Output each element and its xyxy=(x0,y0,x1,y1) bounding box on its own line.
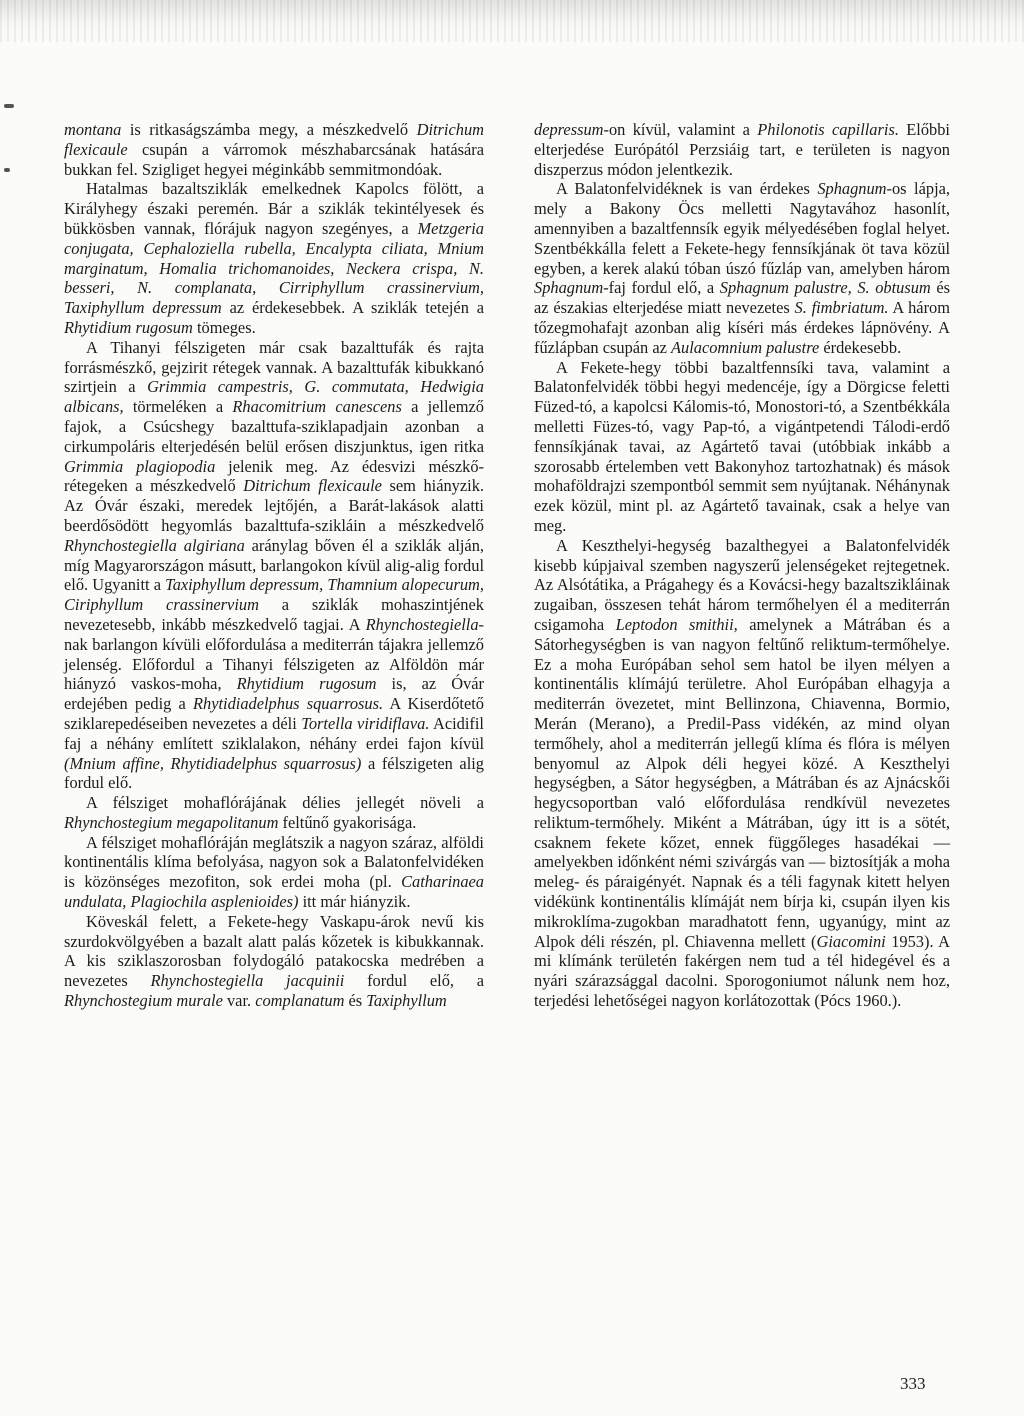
italic-text: Rhynchostegium murale xyxy=(64,991,223,1011)
text-run: jelenik meg. Az édesvizi mészkő-rétegeken a mészkedvelő xyxy=(64,456,485,496)
scan-top-edge xyxy=(0,0,1024,42)
text-run: -faj fordul elő, a xyxy=(603,278,720,298)
text-run: sem hiányzik. Az Óvár északi, meredek lejtőjén, a Barát-lakások alatti beerdősödött hegyomlás bazalttufa-szikláin a mészkedvelő xyxy=(64,476,484,535)
text-run: itt már hiányzik. xyxy=(298,892,411,912)
italic-text: Grimmia plagiopodia xyxy=(64,456,216,476)
italic-text: Rhacomitrium canescens xyxy=(232,397,402,417)
text-run: Hatalmas bazaltsziklák emelkednek Kapolcs fölött, a Királyhegy északi peremén. Bár a sziklák tekintélyesek és bükkösben vannak, flórájuk nagyon szegényes, a xyxy=(64,179,484,238)
text-run: Acidifil faj a néhány említett sziklalakon, néhány erdei fajon kívül xyxy=(64,713,484,753)
italic-text: S. fimbriatum. xyxy=(794,298,889,318)
paragraph xyxy=(64,338,484,793)
page-number: 333 xyxy=(900,1374,926,1393)
text-run: tömeges. xyxy=(192,317,256,337)
text-run: érdekesebb. xyxy=(819,337,902,357)
text-run: és az északias elterjedése miatt nevezetes xyxy=(534,278,950,318)
text-run: -os lápja, mely a Bakony Öcs melletti Nagytavához hasonlít, amennyiben a bazaltfennsík egyik mélyedésében foglal helyet. Szentbékkálla felett a Fekete-hegy fennsíkjának öt tava közül egyben, a kerek alakú tóban úszó fűzláp van, amelyben három xyxy=(534,179,950,278)
italic-text: depressum xyxy=(534,120,604,139)
italic-text: Tortella viridiflava. xyxy=(301,713,430,733)
italic-text: Rhytidium rugosum xyxy=(236,674,377,694)
italic-text: Taxiphyllum depressum, Thamnium alopecurum, Ciriphyllum crassinervium xyxy=(64,575,484,615)
italic-text: Sphagnum xyxy=(817,179,887,199)
scan-edge-mark xyxy=(4,104,14,108)
text-run: és xyxy=(344,991,367,1011)
italic-text: complanatum xyxy=(255,991,345,1011)
text-run: Előbbi elterjedése Európától Perzsiáig tart, e területen is nagyon diszperzus módon jelentkezik. xyxy=(534,120,950,179)
paragraph xyxy=(534,120,950,179)
text-run: A félsziget mohaflórájának délies jellegét növeli a xyxy=(86,793,484,813)
left-column xyxy=(64,120,484,1011)
italic-text: Leptodon smithii, xyxy=(615,614,738,634)
paragraph xyxy=(64,793,484,833)
italic-text: Taxiphyllum xyxy=(366,991,447,1011)
italic-text: Ditrichum flexicaule xyxy=(64,120,484,159)
text-run: A Kiserdőtető sziklarepedéseiben nevezetes a déli xyxy=(64,694,484,733)
text-run: A Keszthelyi-hegység bazalthegyei a Balatonfelvidék kisebb kúpjaival szemben nagyszerű jelenségeket rejtegetnek. Az Alsótátika, a Prágahegy és a Kovácsi-hegy bazaltszikláinak zugaiban, összesen tehát három termőhelyen él a mediterrán csigamoha xyxy=(534,535,950,634)
italic-text: montana xyxy=(64,120,122,139)
italic-text: Sphagnum palustre, S. obtusum xyxy=(719,278,931,298)
text-run: -on kívül, valamint a xyxy=(603,120,758,139)
text-run: amelynek a Mátrában és a Sátorhegységben is van nagyon feltűnő reliktum-termőhelye. Ez a moha Európában sehol sem hatol be ilyen mélyen a kontinentális klímájú területre. Ahol Európában elhagyja a mediterrán övezetet, mint Bellinzona, Chiavenna, Bormio, Merán (Merano), a Predil-Pass vidékén, az mind olyan termőhely, ahol a mediterrán jellegű klíma és flóra is mélyen benyomul az Alpok déli hegyei közé. A Keszthelyi hegységben, a Sátor hegységben, a Mátrában és az Ajnácskői hegycsoportban való előfordulása rendkívül nevezetes reliktum-termőhely. Miként a Mátrában, úgy itt is a sötét, csaknem fekete kőzet, ennek függőleges hasadékai — amelyekben időnként némi szivárgás van — biztosítják a moha meleg- és páraigényét. Napnak és a téli fagynak kitett helyen vidékünk kontinentális klímáját nem bírja ki, csupán ilyen kis mikroklíma-zugokban maradhatott fenn, ugyanúgy, mint az Alpok déli részén, pl. Chiavenna mellett ( xyxy=(534,614,950,951)
italic-text: Ditrichum flexicaule xyxy=(243,476,382,496)
text-run: A három tőzegmohafajt azonban alig kíséri más érdekes lápnövény. A fűzlápban csupán az xyxy=(534,298,950,357)
italic-text: Metzgeria conjugata, Cephaloziella rubella, Encalypta ciliata, Mnium marginatum, Homalia trichomanoides, Neckera crispa, N. besseri, N. complanata, Cirriphyllum crassinervium, Taxiphyllum depressum xyxy=(64,218,484,318)
paragraph xyxy=(64,833,484,912)
text-run: csupán a várromok mészhabarcsának hatására bukkan fel. Szigliget hegyei méginkább semmitmondóak. xyxy=(64,139,484,179)
italic-text: Grimmia campestris, G. commutata, Hedwigia albicans, xyxy=(64,377,484,417)
text-run: a sziklák mohaszintjének nevezetesebb, inkább mészkedvelő tagjai. A xyxy=(64,595,484,634)
text-run: aránylag bőven él a sziklák alján, míg Magyarországon másutt, barlangokon kívül alig-alig fordul elő. Ugyanitt a xyxy=(64,535,485,595)
text-run: Köveskál felett, a Fekete-hegy Vaskapu-árok nevű kis szurdokvölgyében a bazalt alatt palás kőzetek is kibukkannak. A kis sziklaszorosban folydogáló patakocska medrében a nevezetes xyxy=(64,911,484,991)
text-run: A Fekete-hegy többi bazaltfennsíki tava, valamint a Balatonfelvidék többi hegyi medencéje, így a Dörgicse feletti Füzed-tó, a kapolcsi Kálomis-tó, Monostori-tó, a Szentbékkála melletti Füzes-tó, vagy Pap-tó, a vigántpetendi Tálodi-erdő fennsíkjának tavai, az Agártető tavai (utóbbiak inkább a szorosabb értelemben vett Bakonyhoz tartozhatnak) és mások mohaföldrajzi szempontból semmit sem nyújtanak. Néhánynak ezek közül, mint pl. az Agártető tavainak, csak a helye van meg. xyxy=(534,357,950,535)
paragraph xyxy=(64,120,484,179)
paragraph xyxy=(534,179,950,357)
scan-edge-mark xyxy=(4,168,10,172)
italic-text: Catharinaea undulata, Plagiochila asplenioides) xyxy=(64,872,484,912)
paragraph xyxy=(534,358,950,536)
text-run: a jellemző fajok, a Csúcshegy bazalttufa-sziklapadjain azonban a cirkumpoláris elterjedésén belül erősen diszjunktus, igen ritka xyxy=(64,397,485,456)
text-run: is ritkaságszámba megy, a mészkedvelő xyxy=(121,120,417,139)
text-run: feltűnő gyakorisága. xyxy=(278,812,417,832)
italic-text: Rhytidium rugosum xyxy=(64,317,193,337)
text-run: törmeléken a xyxy=(123,397,233,417)
italic-text: (Mnium affine, Rhytidiadelphus squarrosus) xyxy=(64,753,362,773)
text-run: a félszigeten alig fordul elő. xyxy=(64,753,484,793)
text-run: A Balatonfelvidéknek is van érdekes xyxy=(556,179,818,199)
text-run: az érdekesebbek. A sziklák tetején a xyxy=(221,298,484,318)
italic-text: Rhynchostegiella algiriana xyxy=(64,535,245,555)
text-run: is, az Óvár erdejében pedig a xyxy=(64,674,485,714)
paragraph xyxy=(64,179,484,337)
paragraph xyxy=(64,912,484,1011)
italic-text: Aulacomnium palustre xyxy=(670,337,820,357)
italic-text: Philonotis capillaris. xyxy=(757,120,899,139)
text-run: A Tihanyi félszigeten már csak bazalttufák és rajta forrásmészkő, gejzirit rétegek vannak. A bazalttufák kibukkanó szirtjein a xyxy=(64,337,484,397)
italic-text: Rhynchostegiella xyxy=(365,614,479,634)
italic-text: Giacomini xyxy=(816,931,886,951)
italic-text: Sphagnum xyxy=(534,278,604,298)
text-run: var. xyxy=(222,991,256,1011)
paragraph xyxy=(534,536,950,1011)
italic-text: Rhynchostegiella jacquinii xyxy=(150,971,345,991)
text-run: A félsziget mohaflóráján meglátszik a nagyon száraz, alföldi kontinentális klíma befolyása, nagyon sok a Balatonfelvidéken is közönséges mezofiton, sok erdei moha (pl. xyxy=(64,832,484,892)
text-run: fordul elő, a xyxy=(344,971,484,991)
italic-text: Rhynchostegium megapolitanum xyxy=(64,812,279,832)
right-column xyxy=(534,120,950,1011)
italic-text: Rhytidiadelphus squarrosus. xyxy=(193,694,384,714)
text-run: 1953). A mi klímánk területén fakérgen nem tud a tél hidegével és a nyári szárazsággal dacolni. Sporogoniumot nálunk nem hoz, terjedési lehetőségei nagyon korlátozottak (Pócs 1960.). xyxy=(534,931,950,1011)
text-run: -nak barlangon kívüli előfordulása a mediterrán tájakra jellemző jelenség. Előfordul a Tihanyi félszigeten az Alföldön már hiányzó vaskos-moha, xyxy=(64,614,484,694)
